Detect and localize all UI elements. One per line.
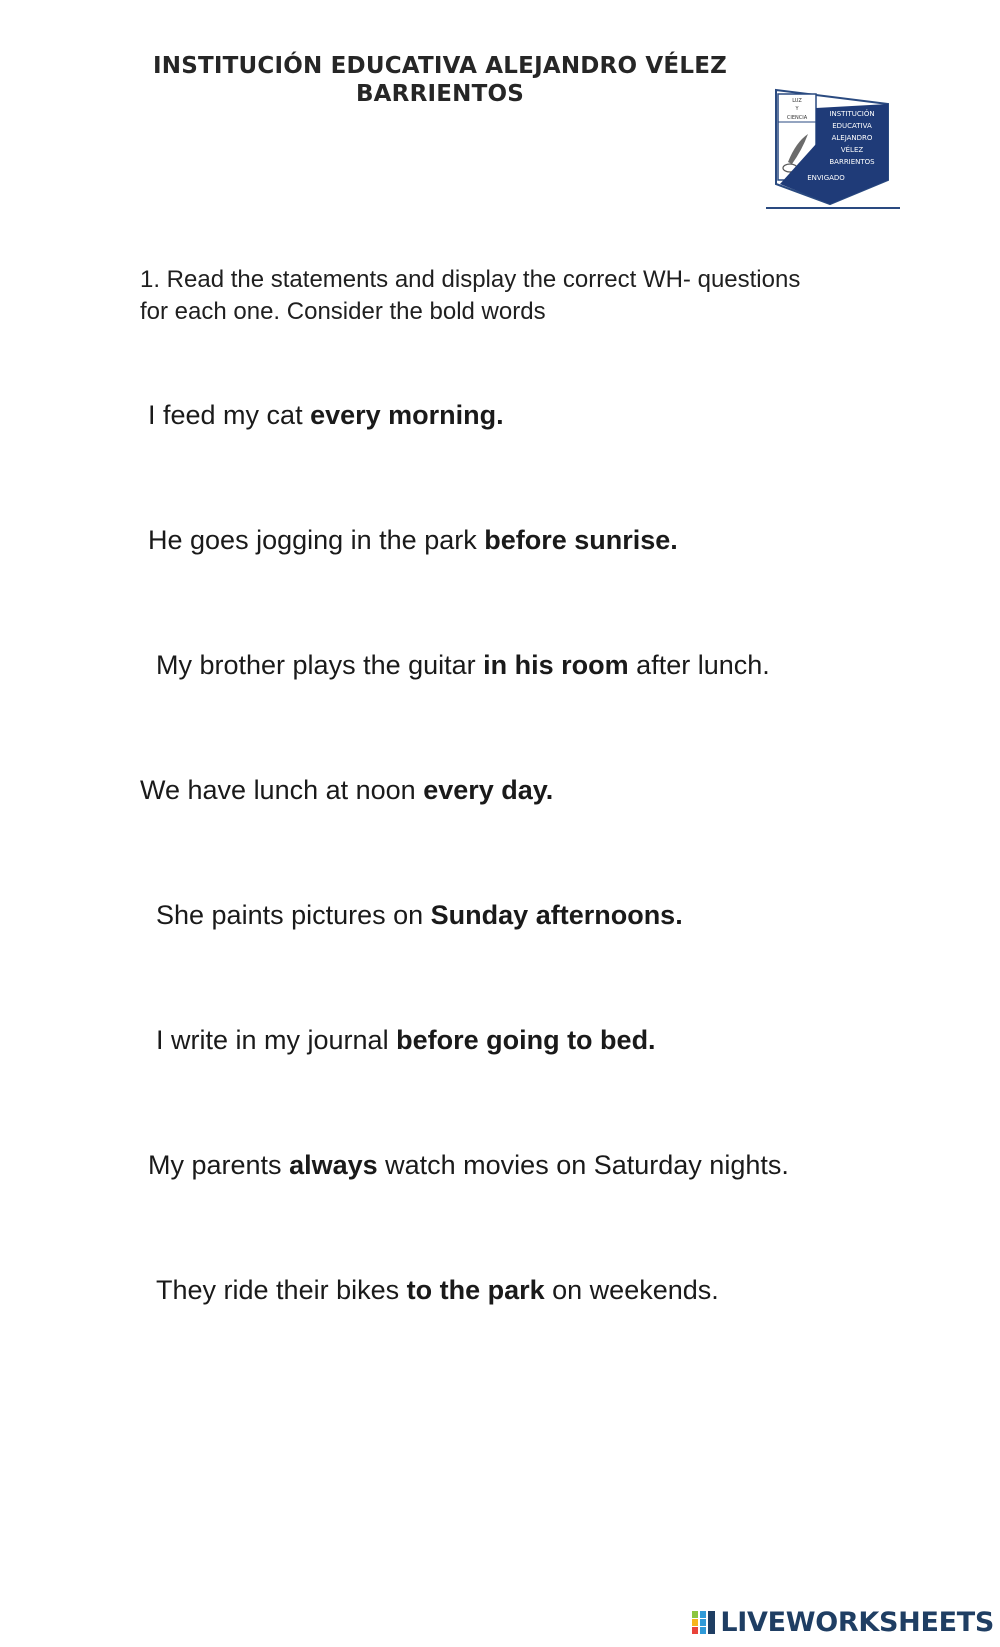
crest-line-1: INSTITUCIÓN [829,110,875,118]
instructions [140,264,900,328]
statement-6 [156,1023,656,1057]
statement-1 [148,398,504,432]
instructions-line1: 1. Read the statements and display the correct WH- questions [140,266,801,293]
school-title-line1: INSTITUCIÓN EDUCATIVA ALEJANDRO VÉLEZ [153,53,727,79]
statement-text: My parents [148,1150,290,1180]
statement-text: on weekends. [544,1275,719,1305]
school-title-line2: BARRIENTOS [355,81,525,107]
statement-8 [156,1273,719,1307]
statement-7 [148,1148,789,1182]
statement-bold-words: every day. [423,775,554,805]
statement-text: I write in my journal [156,1025,397,1055]
statement-bold-words: before going to bed. [396,1025,656,1055]
crest-text-luz: LUZ [792,98,802,104]
crest-text-ciencia: CIENCIA [786,115,808,121]
statement-3 [156,648,770,682]
crest-bottom-text: ENVIGADO [807,174,845,182]
statement-text: She paints pictures on [156,900,431,930]
statement-text: after lunch. [628,650,770,680]
liveworksheets-mark-icon [691,1609,717,1635]
statement-text: He goes jogging in the park [148,525,485,555]
crest-line-5: BARRIENTOS [829,158,875,166]
statement-bold-words: Sunday afternoons. [430,900,683,930]
school-crest-logo [766,84,900,210]
statement-5 [156,898,683,932]
statement-text: We have lunch at noon [140,775,424,805]
instructions-line2: for each one. Consider the bold words [140,298,546,325]
statement-text: watch movies on Saturday nights. [377,1150,789,1180]
statement-bold-words: before sunrise. [484,525,678,555]
liveworksheets-logo[interactable] [691,1605,994,1639]
crest-line-3: ALEJANDRO [831,134,873,142]
statement-text: I feed my cat [148,400,311,430]
school-title [60,52,820,108]
crest-line-2: EDUCATIVA [832,122,872,130]
crest-text-y: Y [795,106,799,112]
crest-line-4: VÉLEZ [840,146,864,154]
statement-text: My brother plays the guitar [156,650,484,680]
statement-4 [140,773,553,807]
statement-bold-words: to the park [406,1275,545,1305]
statement-bold-words: in his room [483,650,629,680]
statement-2 [148,523,678,557]
statement-text: They ride their bikes [156,1275,407,1305]
statement-bold-words: always [289,1150,378,1180]
statement-bold-words: every morning. [310,400,504,430]
liveworksheets-wordmark: LIVEWORKSHEETS [720,1606,994,1638]
